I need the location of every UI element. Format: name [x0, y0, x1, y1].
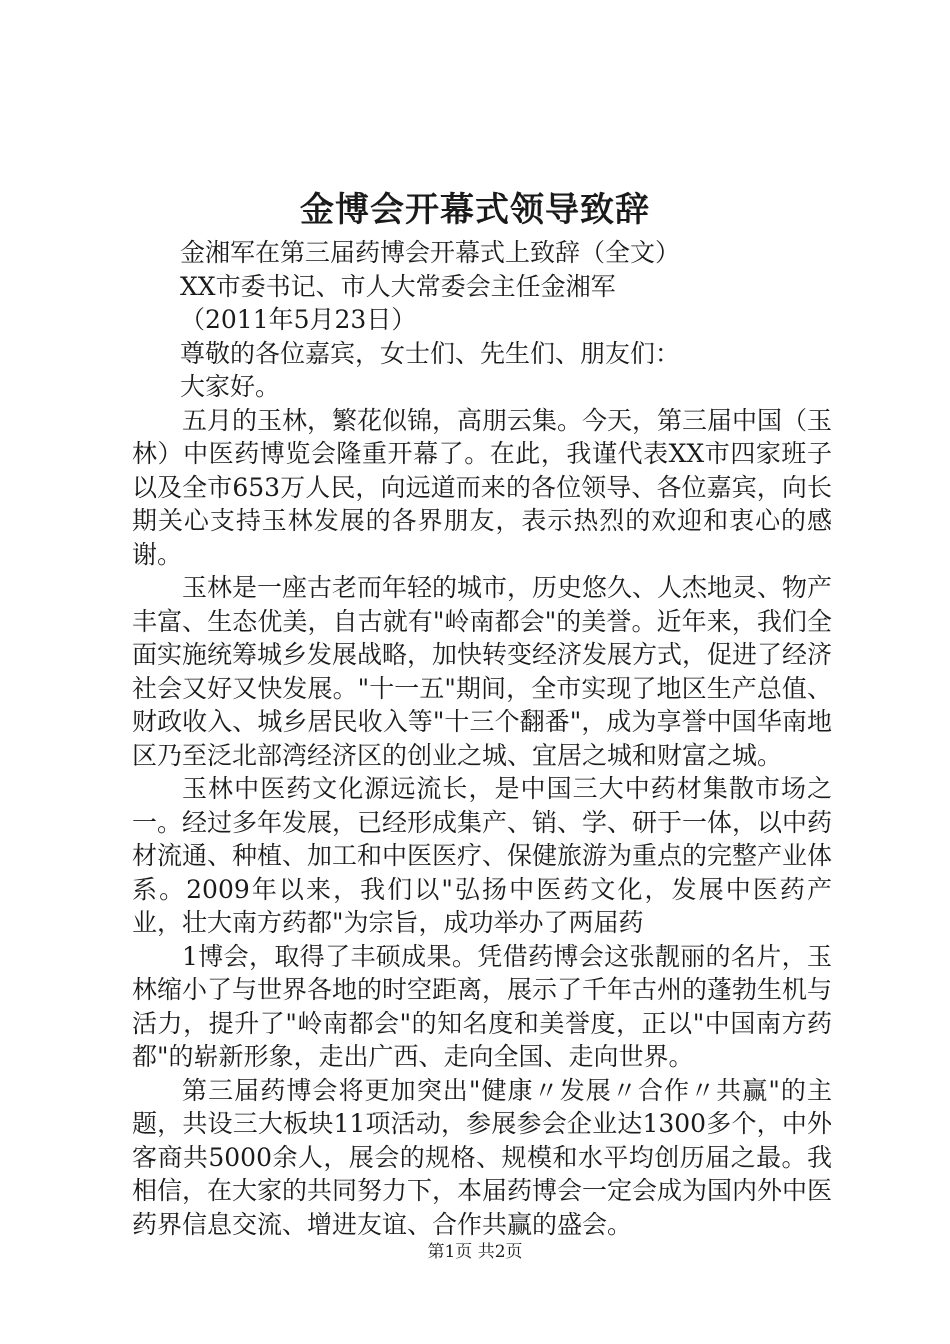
paragraph: 五月的玉林，繁花似锦，高朋云集。今天，第三届中国（玉林）中医药博览会隆重开幕了。在此，我谨代表XX市四家班子以及全市653万人民，向远道而来的各位领导、各位嘉宾，向长期关心支持玉林发展的各界朋友，表示热烈的欢迎和衷心的感谢。 — [132, 405, 833, 569]
document-title: 金博会开幕式领导致辞 — [300, 190, 650, 230]
paragraph: 1博会，取得了丰硕成果。凭借药博会这张靓丽的名片，玉林缩小了与世界各地的时空距离，展示了千年古州的蓬勃生机与活力，提升了"岭南都会"的知名度和美誉度，正以"中国南方药都"的崭新形象，走出广西、走向全国、走向世界。 — [132, 941, 833, 1071]
greeting: 大家好。 — [180, 372, 281, 401]
page-footer: 第1页 共2页 — [427, 1242, 523, 1262]
speech-heading: 金湘军在第三届药博会开幕式上致辞（全文） — [180, 238, 681, 267]
paragraph: 玉林是一座古老而年轻的城市，历史悠久、人杰地灵、物产丰富、生态优美，自古就有"岭南都会"的美誉。近年来，我们全面实施统筹城乡发展战略，加快转变经济发展方式，促进了经济社会又好又快发展。"十一五"期间，全市实现了地区生产总值、财政收入、城乡居民收入等"十三个翻番"，成为享誉中国华南地区乃至泛北部湾经济区的创业之城、宜居之城和财富之城。 — [132, 573, 833, 770]
document-body — [132, 236, 832, 1241]
date-line: （2011年5月23日） — [180, 305, 417, 334]
speaker-line: XX市委书记、市人大常委会主任金湘军 — [180, 271, 616, 301]
paragraph: 玉林中医药文化源远流长，是中国三大中药材集散市场之一。经过多年发展，已经形成集产、销、学、研于一体，以中药材流通、种植、加工和中医医疗、保健旅游为重点的完整产业体系。2009年以来，我们以"弘扬中医药文化，发展中医药产业，壮大南方药都"为宗旨，成功举办了两届药 — [132, 774, 833, 937]
salutation: 尊敬的各位嘉宾，女士们、先生们、朋友们： — [180, 338, 681, 368]
paragraph: 第三届药博会将更加突出"健康〃发展〃合作〃共赢"的主题，共设三大板块11项活动，参展参会企业达1300多个，中外客商共5000余人，展会的规格、规模和水平均创历届之最。我相信，在大家的共同努力下，本届药博会一定会成为国内外中医药界信息交流、增进友谊、合作共赢的盛会。 — [132, 1075, 833, 1239]
